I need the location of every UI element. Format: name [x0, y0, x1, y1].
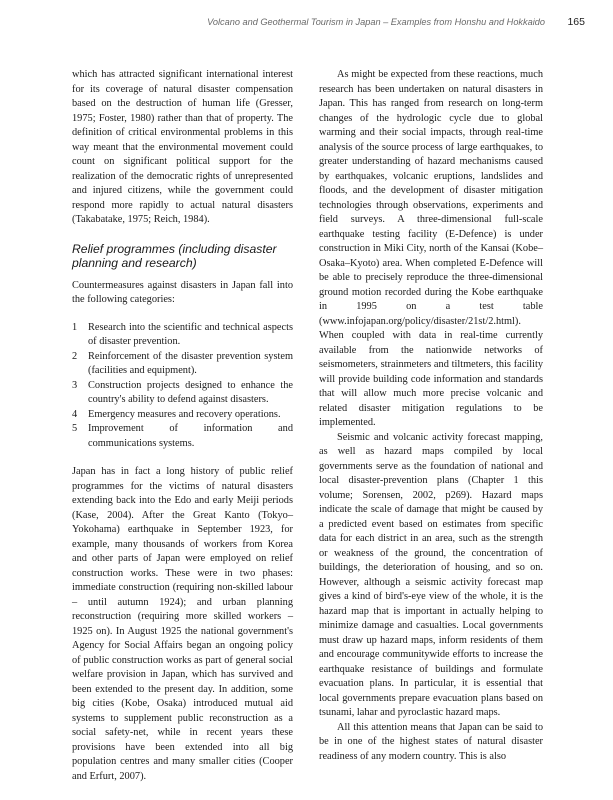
list-item [72, 408, 293, 423]
page-number: 165 [567, 16, 585, 28]
list-item [72, 321, 293, 350]
list-item-text: Reinforcement of the disaster prevention system (facilities and equipment). [88, 350, 293, 376]
list-item-number: 5 [72, 423, 78, 434]
list-item [72, 350, 293, 379]
list-item [72, 422, 293, 451]
right-paragraph-2: Seismic and volcanic activity forecast mapping, as well as hazard maps compiled by local governments serve as the foundation of national and local disaster-prevention plans (Chapter 1 this volume; Sorensen, 2002, p269). Hazard maps indicate the scale of damage that might be caused by a predicted event based on estimates from specific data for each district in an area, such as the strength or weakness of the ground, the concentration of buildings, the deterioration of housing, and so on. However, although a seismic activity forecast map gives a kind of bird's-eye view of the whole, it is the hazard map that is important in actually helping to minimize damage and casualties. Local governments must draw up hazard maps, inform residents of them and encourage communitywide efforts to increase the earthquake resistance of buildings and formulate evacuation plans. In particular, it is essential that local governments prepare evacuation plans based on tsunami, lahar and pyroclastic hazard maps. [319, 431, 543, 718]
list-item-text: Improvement of information and communications systems. [88, 423, 293, 449]
list-item [72, 379, 293, 408]
left-paragraph-1: which has attracted significant international interest for its coverage of natural disaster compensation based on the destruction of human life (Gresser, 1975; Foster, 1980) rather than that of property. The definition of critical environmental problems in this way meant that the environmental movement could count on significant political support for the realization of the democratic rights of unrepresented and injured citizens, while the government could respond more rapidly to actual natural disasters (Takabatake, 1975; Reich, 1984). [72, 69, 293, 225]
list-item-text: Emergency measures and recovery operations. [88, 408, 281, 420]
right-paragraph-1: As might be expected from these reactions, much research has been undertaken on natural disasters in Japan. This has ranged from research on long-term changes of the hydrologic cycle due to global warming and their social impacts, through real-time analysis of the source process of large earthquakes, to greater understanding of hazard mechanisms caused by earthquakes, volcanic eruptions, landslides and floods, and the development of disaster mitigation technologies through observations, experiments and field surveys. A three-dimensional full-scale earthquake testing facility (E-Defence) is under construction in Miki City, north of the Kansai (Kobe–Osaka–Kyoto) area. When completed E-Defence will be able to precisely reproduce the three-dimensional ground motion recorded during the Kobe earthquake in 1995 on a test table (www.infojapan.org/policy/disaster/21st/2.html). When coupled with data in real-time currently available from the nationwide networks of seismometers, strainmeters and tiltmeters, this facility will provide building code information and standards that will allow much more precise volcanic and related disaster mitigation regulations to be implemented. [319, 69, 543, 428]
running-header [0, 17, 613, 31]
list-item-number: 4 [72, 408, 78, 420]
left-paragraph-2: Japan has in fact a long history of public relief programmes for the victims of natural disasters extending back into the Edo and early Meiji periods (Kase, 2004). After the Great Kanto (Tokyo–Yokohama) earthquake in September 1923, for example, many thousands of workers from Korea and other parts of Japan were employed on relief construction works. These were in two phases: immediate construction (requiring non-skilled labour – until autumn 1924); and urban planning reconstruction (requiring more skilled workers – 1925 on). In August 1925 the national government's Agency for Social Affairs began an ongoing policy of public construction works as part of general social welfare provision in Japan, which has survived and been extended to the present day. In addition, some big cities (Kobe, Osaka) introduced mutual aid systems to supplement public reconstruction as a social safety-net, while in recent years these provisions have been extended into all big population centres and many smaller cities (Cooper and Erfurt, 2007). [72, 466, 293, 782]
list-item-text: Construction projects designed to enhance the country's ability to defend against disasters. [88, 379, 293, 405]
countermeasure-list [72, 321, 293, 452]
list-intro: Countermeasures against disasters in Japan fall into the following categories: [72, 279, 293, 305]
list-item-text: Research into the scientific and technical aspects of disaster prevention. [88, 321, 293, 347]
section-heading: Relief programmes (including disaster planning and research) [72, 241, 277, 270]
list-item-number: 3 [72, 379, 78, 391]
right-paragraph-3: All this attention means that Japan can be said to be in one of the highest states of natural disaster readiness of any modern country. This is also [319, 721, 543, 762]
list-item-number: 1 [72, 321, 78, 333]
list-item-number: 2 [72, 350, 78, 362]
running-title: Volcano and Geothermal Tourism in Japan – Examples from Honshu and Hokkaido [207, 17, 545, 27]
left-column [72, 68, 293, 784]
right-column [319, 68, 543, 764]
